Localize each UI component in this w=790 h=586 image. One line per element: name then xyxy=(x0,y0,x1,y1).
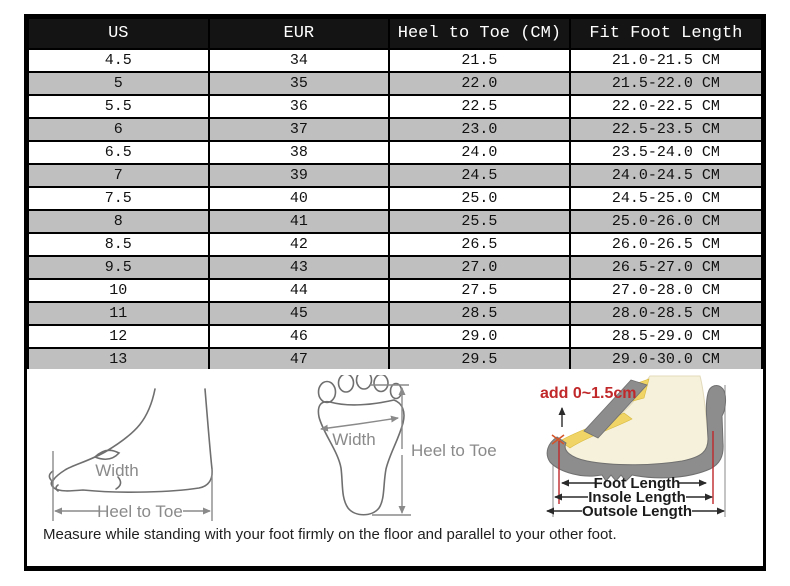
table-cell: 28.5-29.0 CM xyxy=(570,325,762,348)
table-cell: 40 xyxy=(209,187,390,210)
width-arrow-left-icon xyxy=(321,424,358,429)
table-cell: 5 xyxy=(28,72,209,95)
toe-icon xyxy=(391,384,402,399)
table-row xyxy=(28,302,762,325)
table-cell: 4.5 xyxy=(28,49,209,72)
table-cell: 5.5 xyxy=(28,95,209,118)
table-cell: 26.5-27.0 CM xyxy=(570,256,762,279)
toe-icon xyxy=(374,375,388,392)
table-row xyxy=(28,210,762,233)
table-cell: 44 xyxy=(209,279,390,302)
table-cell: 35 xyxy=(209,72,390,95)
table-row xyxy=(28,95,762,118)
table-row xyxy=(28,141,762,164)
table-cell: 46 xyxy=(209,325,390,348)
table-cell: 21.5 xyxy=(389,49,570,72)
measure-instruction: Measure while standing with your foot firmly on the floor and parallel to your other foot. xyxy=(43,526,617,543)
table-body xyxy=(28,49,762,371)
table-cell: 13 xyxy=(28,348,209,371)
table-cell: 29.0-30.0 CM xyxy=(570,348,762,371)
table-cell: 24.5-25.0 CM xyxy=(570,187,762,210)
table-cell: 34 xyxy=(209,49,390,72)
footprint-diagram xyxy=(310,375,510,525)
table-cell: 26.5 xyxy=(389,233,570,256)
table-row xyxy=(28,72,762,95)
table-cell: 22.0-22.5 CM xyxy=(570,95,762,118)
width-arrow-right-icon xyxy=(358,418,398,424)
side-foot-heel-toe-label: Heel to Toe xyxy=(97,502,183,521)
size-chart-frame xyxy=(24,14,766,571)
table-cell: 23.5-24.0 CM xyxy=(570,141,762,164)
footprint-heel-toe-label: Heel to Toe xyxy=(411,441,497,460)
table-cell: 8.5 xyxy=(28,233,209,256)
table-row xyxy=(28,187,762,210)
table-cell: 6.5 xyxy=(28,141,209,164)
table-cell: 41 xyxy=(209,210,390,233)
footprint-outline-icon xyxy=(318,400,404,515)
outsole-length-label: Outsole Length xyxy=(582,503,692,520)
table-cell: 29.5 xyxy=(389,348,570,371)
big-toe-icon xyxy=(319,382,336,403)
table-cell: 11 xyxy=(28,302,209,325)
table-row xyxy=(28,118,762,141)
shoe-length-diagram xyxy=(532,371,767,531)
table-cell: 27.0-28.0 CM xyxy=(570,279,762,302)
table-cell: 21.0-21.5 CM xyxy=(570,49,762,72)
table-header-row xyxy=(28,18,762,49)
table-cell: 21.5-22.0 CM xyxy=(570,72,762,95)
table-cell: 22.5 xyxy=(389,95,570,118)
header-cell: Fit Foot Length xyxy=(570,18,762,49)
table-cell: 27.5 xyxy=(389,279,570,302)
size-conversion-table xyxy=(27,17,763,372)
toe-icon xyxy=(357,375,372,389)
side-foot-diagram xyxy=(41,373,253,525)
table-cell: 9.5 xyxy=(28,256,209,279)
table-row xyxy=(28,164,762,187)
table-cell: 43 xyxy=(209,256,390,279)
table-cell: 12 xyxy=(28,325,209,348)
table-cell: 37 xyxy=(209,118,390,141)
table-cell: 27.0 xyxy=(389,256,570,279)
foot-length-label: Foot Length xyxy=(593,475,681,492)
table-cell: 25.0-26.0 CM xyxy=(570,210,762,233)
table-cell: 29.0 xyxy=(389,325,570,348)
table-cell: 6 xyxy=(28,118,209,141)
table-cell: 28.5 xyxy=(389,302,570,325)
footprint-width-label: Width xyxy=(332,430,376,449)
table-cell: 25.0 xyxy=(389,187,570,210)
table-cell: 45 xyxy=(209,302,390,325)
table-cell: 7.5 xyxy=(28,187,209,210)
table-row xyxy=(28,49,762,72)
table-row xyxy=(28,256,762,279)
table-row xyxy=(28,279,762,302)
table-cell: 22.0 xyxy=(389,72,570,95)
table-row xyxy=(28,233,762,256)
table-cell: 28.0-28.5 CM xyxy=(570,302,762,325)
table-row xyxy=(28,348,762,371)
table-cell: 22.5-23.5 CM xyxy=(570,118,762,141)
header-cell: EUR xyxy=(209,18,390,49)
table-cell: 47 xyxy=(209,348,390,371)
header-cell: US xyxy=(28,18,209,49)
side-foot-width-label: Width xyxy=(95,461,139,480)
table-cell: 38 xyxy=(209,141,390,164)
measurement-diagrams xyxy=(27,369,763,566)
add-allowance-note: add 0~1.5cm xyxy=(540,385,637,402)
insole-length-label: Insole Length xyxy=(588,489,686,506)
table-cell: 42 xyxy=(209,233,390,256)
table-cell: 7 xyxy=(28,164,209,187)
toe-icon xyxy=(339,375,354,392)
table-row xyxy=(28,325,762,348)
toe-line-icon xyxy=(56,485,58,491)
table-cell: 23.0 xyxy=(389,118,570,141)
table-cell: 10 xyxy=(28,279,209,302)
header-cell: Heel to Toe (CM) xyxy=(389,18,570,49)
table-cell: 26.0-26.5 CM xyxy=(570,233,762,256)
table-cell: 39 xyxy=(209,164,390,187)
table-cell: 8 xyxy=(28,210,209,233)
table-cell: 24.0-24.5 CM xyxy=(570,164,762,187)
table-cell: 24.5 xyxy=(389,164,570,187)
table-cell: 25.5 xyxy=(389,210,570,233)
table-cell: 24.0 xyxy=(389,141,570,164)
table-cell: 36 xyxy=(209,95,390,118)
